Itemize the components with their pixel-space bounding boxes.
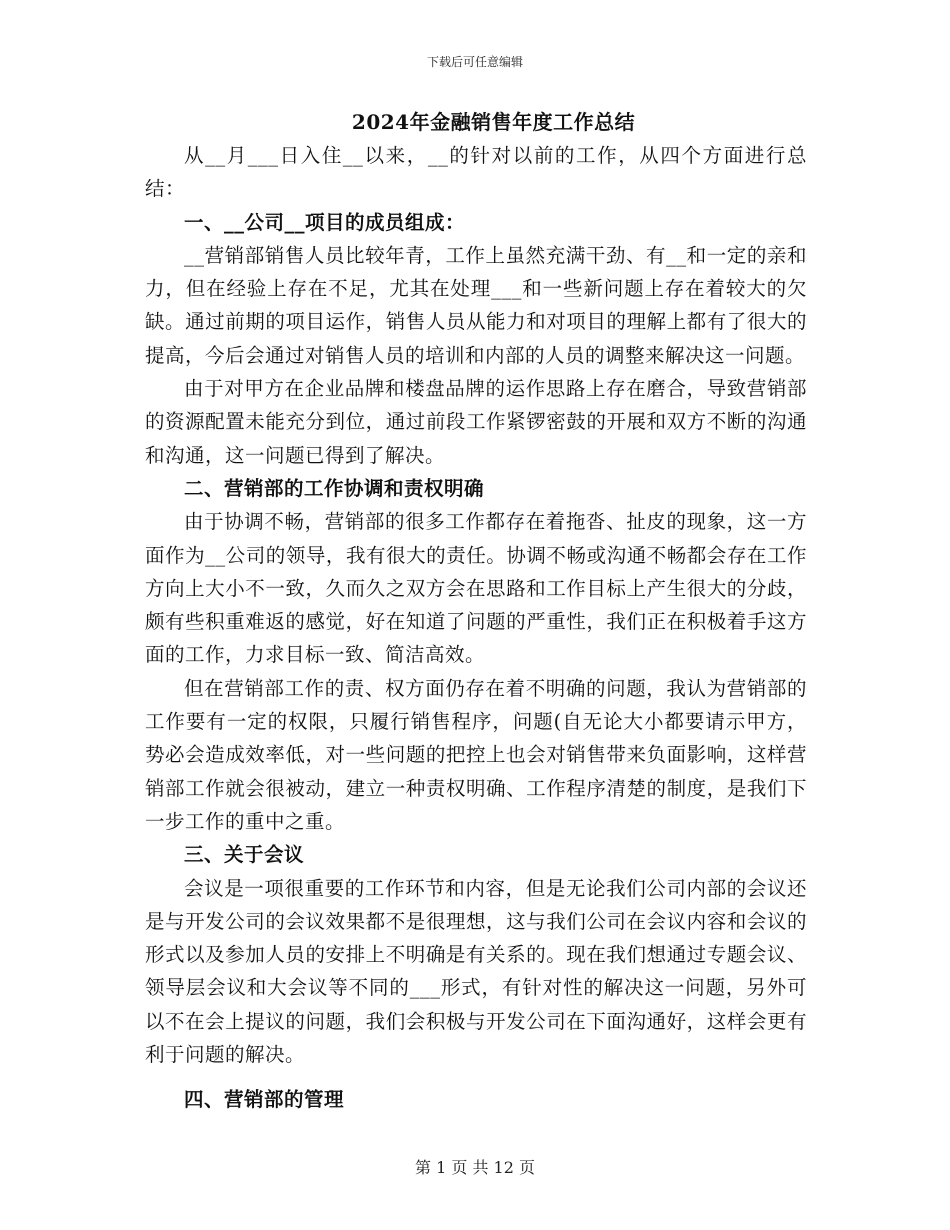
page-number-footer: 第 1 页 共 12 页 bbox=[415, 1158, 535, 1177]
page-header-note: 下载后可任意编辑 bbox=[426, 55, 523, 69]
section-3-heading: 三、关于会议 bbox=[184, 843, 305, 867]
section-1-paragraph-1: __营销部销售人员比较年青，工作上虽然充满干劲、有__和一定的亲和力，但在经验上存在不足，尤其在处理___和一些新问题上存在着较大的欠缺。通过前期的项目运作，销售人员从能力和对项目的理解上都有了很大的提高，今后会通过对销售人员的培训和内部的人员的调整来解决这一问题。 bbox=[145, 243, 807, 367]
section-1-paragraph-2: 由于对甲方在企业品牌和楼盘品牌的运作思路上存在磨合，导致营销部的资源配置未能充分到位，通过前段工作紧锣密鼓的开展和双方不断的沟通和沟通，这一问题已得到了解决。 bbox=[145, 377, 807, 467]
section-1-heading: 一、__公司__项目的成员组成： bbox=[184, 210, 466, 234]
section-2-paragraph-1: 由于协调不畅，营销部的很多工作都存在着拖沓、扯皮的现象，这一方面作为__公司的领导，我有很大的责任。协调不畅或沟通不畅都会存在工作方向上大小不一致，久而久之双方会在思路和工作目标上产生很大的分歧，颇有些积重难返的感觉，好在知道了问题的严重性，我们正在积极着手这方面的工作，力求目标一致、简洁高效。 bbox=[145, 510, 807, 667]
document-body bbox=[145, 105, 807, 1117]
document-title: 2024年金融销售年度工作总结 bbox=[351, 110, 636, 134]
section-3-paragraph-1: 会议是一项很重要的工作环节和内容，但是无论我们公司内部的会议还是与开发公司的会议效果都不是很理想，这与我们公司在会议内容和会议的形式以及参加人员的安排上不明确是有关系的。现在我们想通过专题会议、领导层会议和大会议等不同的___形式，有针对性的解决这一问题，另外可以不在会上提议的问题，我们会积极与开发公司在下面沟通好，这样会更有利于问题的解决。 bbox=[145, 876, 807, 1067]
section-4-heading: 四、营销部的管理 bbox=[184, 1088, 345, 1112]
section-2-paragraph-2: 但在营销部工作的责、权方面仍存在着不明确的问题，我认为营销部的工作要有一定的权限，只履行销售程序，问题(自无论大小都要请示甲方，势必会造成效率低，对一些问题的把控上也会对销售带来负面影响，这样营销部工作就会很被动，建立一种责权明确、工作程序清楚的制度，是我们下一步工作的重中之重。 bbox=[145, 676, 807, 833]
intro-paragraph: 从__月___日入住__以来，__的针对以前的工作，从四个方面进行总结： bbox=[145, 144, 807, 201]
section-2-heading: 二、营销部的工作协调和责权明确 bbox=[184, 476, 485, 500]
